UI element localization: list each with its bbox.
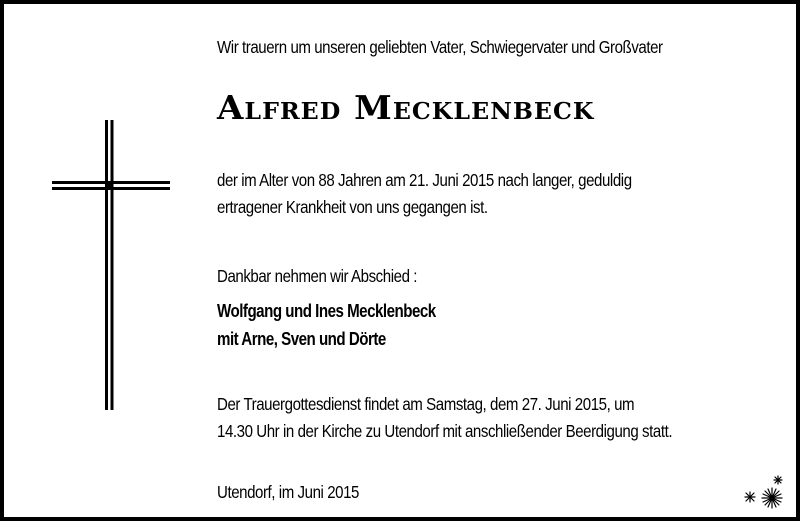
place-date: Utendorf, im Juni 2015 <box>217 482 359 502</box>
service-line-1: Der Trauergottesdienst findet am Samstag, dem 27. Juni 2015, um <box>217 394 635 414</box>
flower-sprig-icon <box>740 472 790 512</box>
intro-text: Wir trauern um unseren geliebten Vater, Schwiegervater und Großvater <box>217 37 663 57</box>
cross-icon <box>52 120 170 410</box>
details-line-2: ertragener Krankheit von uns gegangen ist. <box>217 197 488 217</box>
farewell-text: Dankbar nehmen wir Abschied : <box>217 266 418 286</box>
family-line-2: mit Arne, Sven und Dörte <box>217 329 386 349</box>
service-line-2: 14.30 Uhr in der Kirche zu Utendorf mit anschließender Beerdigung statt. <box>217 421 673 441</box>
deceased-name: Alfred Mecklenbeck <box>217 88 595 127</box>
details-line-1: der im Alter von 88 Jahren am 21. Juni 2015 nach langer, geduldig <box>217 170 632 190</box>
family-line-1: Wolfgang und Ines Mecklenbeck <box>217 301 436 321</box>
